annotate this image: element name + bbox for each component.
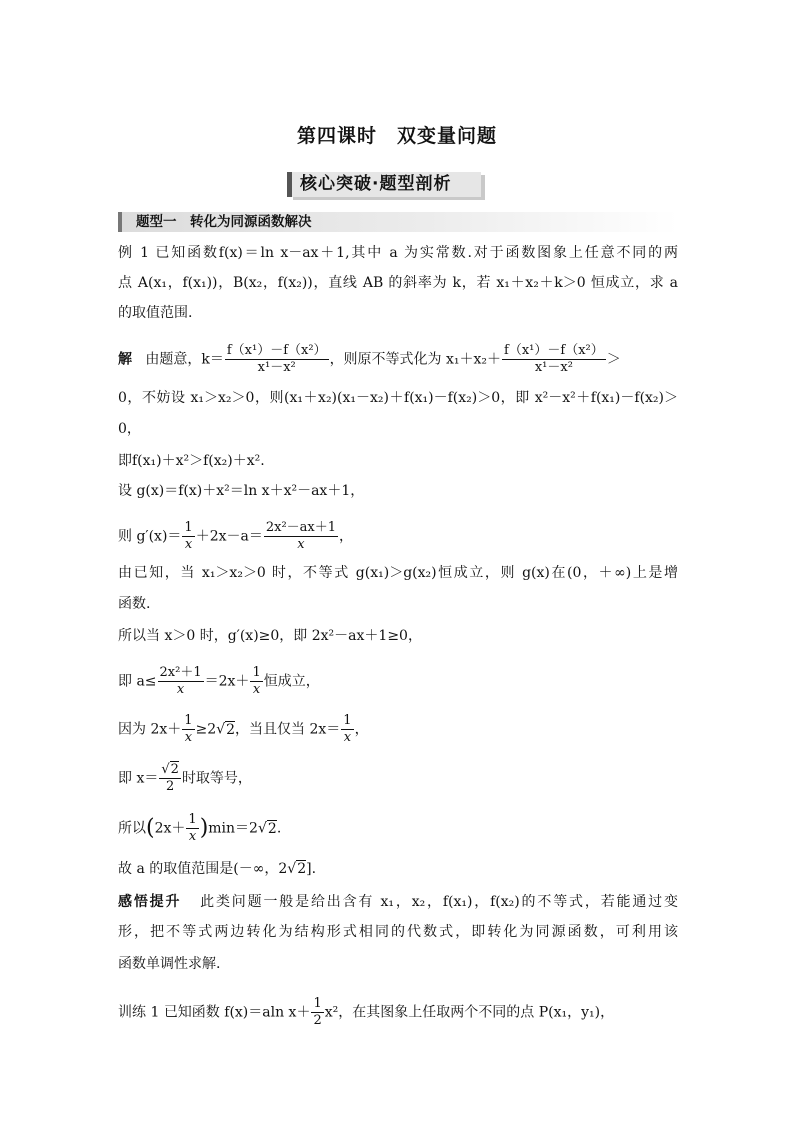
frac-den: x: [252, 682, 261, 697]
solution-line-6: [118, 520, 678, 553]
insight-line-3: 函数单调性求解.: [118, 956, 221, 972]
sol-text-12a: 即 x＝: [118, 770, 159, 787]
frac-den: x¹－x²: [257, 360, 296, 375]
fraction: [250, 665, 262, 698]
sol-text-13a: 所以: [118, 820, 146, 837]
insight-line-2: 形，把不等式两边转化为结构形式相同的代数式，即转化为同源函数，可利用该: [118, 924, 678, 940]
sol-text-10a: 即 a≤: [118, 673, 157, 690]
fraction: [182, 520, 194, 553]
frac-num: 1: [184, 520, 193, 535]
sqrt-radicand: 2: [267, 820, 277, 837]
insight-line-1: [118, 892, 678, 912]
frac-den: x: [184, 537, 193, 552]
sol-text-13b: 2x＋: [154, 820, 186, 837]
sol-text-10b: ＝2x＋: [204, 673, 250, 690]
sol-text-11a: 因为 2x＋: [118, 721, 182, 738]
example-line-1: [118, 243, 678, 263]
frac-num: f（x¹）－f（x²）: [226, 343, 327, 358]
sol-text-13d: .: [276, 820, 282, 837]
frac-num: 1: [188, 812, 197, 827]
solution-line-13: 所以(2x＋ $\frac{1}{x}$ )min＝2√2.: [118, 812, 282, 844]
sqrt-radicand: 2: [297, 861, 307, 877]
sol-text-14b: ].: [306, 861, 317, 877]
fraction: [341, 713, 353, 746]
fraction: [186, 812, 198, 845]
frac-num: 1: [184, 713, 193, 728]
fraction: [264, 520, 338, 553]
header-marker: [118, 212, 122, 232]
frac-num: 1: [343, 713, 352, 728]
sol-text-6c: ，: [339, 528, 354, 545]
slope-fraction-2: [502, 343, 606, 376]
frac-den: x: [343, 730, 352, 745]
solution-label: 解: [118, 351, 132, 368]
frac-den: x: [297, 537, 305, 552]
insight-label: 感悟提升: [118, 894, 182, 910]
sol-text-12b: 时取等号，: [181, 770, 252, 787]
slope-fraction: [225, 343, 329, 376]
solution-line-4: 即f(x₁)＋x²＞f(x₂)＋x².: [118, 453, 265, 469]
sol-text-6b: ＋2x－a＝: [195, 528, 263, 545]
training-label: 训练 1: [118, 1004, 160, 1021]
frac-den: 2: [313, 1013, 322, 1028]
frac-den: x: [184, 730, 193, 745]
fraction: [159, 762, 181, 795]
sol-text-11b: ≥2: [195, 721, 217, 738]
frac-num: f（x¹）－f（x²）: [504, 343, 604, 358]
frac-num: 1: [313, 996, 322, 1011]
frac-den: 2: [166, 779, 175, 794]
fraction: [182, 713, 194, 746]
frac-num: 2x²＋1: [159, 665, 202, 680]
solution-line-5: 设 g(x)＝f(x)＋x²＝ln x＋x²－ax＋1，: [118, 483, 365, 499]
sol-text-11d: ，: [354, 721, 369, 738]
problem-type-header: [118, 212, 678, 232]
training-line-1: [118, 996, 678, 1029]
fraction: [158, 665, 204, 698]
page-title: 第四课时 双变量问题: [296, 125, 497, 147]
sol-text-13c: min＝2: [208, 820, 258, 837]
example-text-3: 的取值范围.: [118, 305, 193, 321]
example-text-2: 点 A(x₁，f(x₁))，B(x₂，f(x₂))，直线 AB 的斜率为 k，若 x₁＋x₂＋k＞0 恒成立，求 a: [118, 275, 678, 291]
banner-label: 核心突破·题型剖析: [287, 172, 481, 197]
problem-type-label: 题型一 转化为同源函数解决: [136, 214, 312, 230]
sol-text-1a: 由题意，k＝: [145, 351, 224, 368]
solution-line-2: 0，不妨设 x₁＞x₂＞0，则(x₁＋x₂)(x₁－x₂)＋f(x₁)－f(x₂)＞0，即 x²－x²＋f(x₁)－f(x₂)＞: [118, 390, 678, 406]
example-label: 例 1: [118, 245, 150, 261]
solution-line-12: [118, 762, 678, 795]
solution-line-3: 0，: [118, 421, 141, 437]
frac-den: x: [176, 682, 185, 697]
example-text-1: 已知函数f(x)＝ln x－ax＋1,其中 a 为实常数.对于函数图象上任意不同的两: [155, 245, 679, 261]
frac-num: 2x²－ax＋1: [265, 520, 337, 535]
sol-text-11c: ，当且仅当 2x＝: [235, 721, 341, 738]
sol-text-14a: 故 a 的取值范围是(－∞，2: [118, 861, 288, 877]
solution-line-14: 故 a 的取值范围是(－∞，2√2].: [118, 861, 317, 877]
train-text-a: 已知函数 f(x)＝aln x＋: [163, 1004, 311, 1021]
solution-line-8: 函数.: [118, 596, 151, 612]
solution-line-7: 由已知，当 x₁＞x₂＞0 时，不等式 g(x₁)＞g(x₂)恒成立，则 g(x)在(0，＋∞)上是增: [118, 565, 678, 581]
sqrt-radicand: 2: [226, 721, 236, 738]
sqrt-radicand: 2: [170, 762, 179, 777]
solution-line-9: 所以当 x＞0 时，g′(x)≥0，即 2x²－ax＋1≥0，: [118, 628, 422, 644]
frac-num: √2: [161, 762, 179, 777]
sol-text-1c: ＞: [606, 351, 621, 368]
sol-text-1b: ，则原不等式化为 x₁＋x₂＋: [329, 351, 502, 368]
solution-line-10: [118, 665, 678, 698]
sol-text-6a: 则 g′(x)＝: [118, 528, 182, 545]
frac-num: 1: [252, 665, 261, 680]
solution-line-11: 因为 2x＋ $\frac{1}{x}$ ≥2√2，当且仅当 2x＝ $\frac{1}{x}$ ，: [118, 713, 369, 745]
frac-den: x¹－x²: [534, 360, 573, 375]
train-text-b: x²，在其图象上任取两个不同的点 P(x₁，y₁)，: [324, 1004, 615, 1021]
insight-text-1: 此类问题一般是给出含有 x₁，x₂，f(x₁)，f(x₂)的不等式，若能通过变: [200, 894, 678, 910]
sol-text-10c: 恒成立，: [263, 673, 320, 690]
fraction: [311, 996, 323, 1029]
solution-line-1: [118, 343, 678, 376]
section-banner: [287, 172, 487, 202]
frac-den: x: [188, 829, 197, 844]
